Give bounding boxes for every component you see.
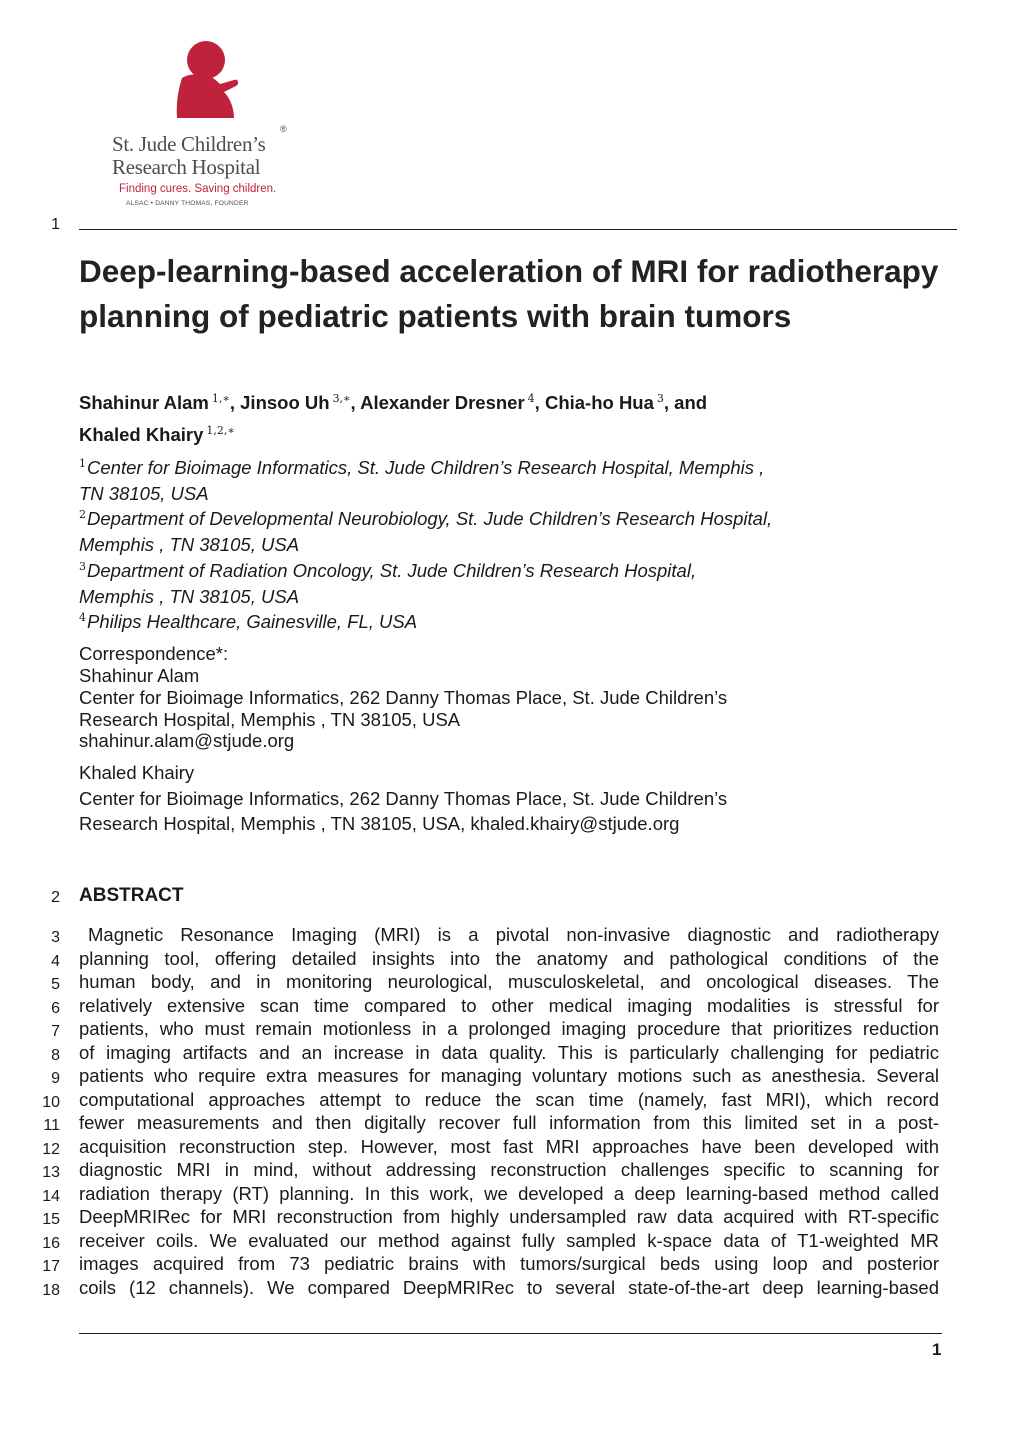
abstract-line: Magnetic Resonance Imaging (MRI) is a pivotal non-invasive diagnostic and radiotherapy: [88, 924, 939, 945]
line-number: 9: [51, 1070, 60, 1087]
correspondent-address: Research Hospital, Memphis , TN 38105, USA: [79, 708, 461, 730]
affiliation: [79, 609, 959, 635]
author-name: Jinsoo Uh: [240, 392, 330, 413]
logo-name-line1: St. Jude Children’s: [112, 132, 266, 156]
line-number: 15: [42, 1211, 60, 1228]
abstract-line: images acquired from 73 pediatric brains with tumors/surgical beds using loop and posterior: [79, 1253, 939, 1274]
abstract-line: patients, who must remain motionless in a prolonged imaging procedure that prioritizes reduction: [79, 1018, 939, 1039]
line-number: 1: [51, 216, 60, 233]
line-number: 18: [42, 1281, 60, 1299]
line-number: 6: [51, 999, 60, 1017]
line-number: 16: [42, 1234, 60, 1252]
line-number: 5: [51, 976, 60, 993]
author-name: Khaled Khairy: [79, 424, 204, 445]
affiliation-text: Philips Healthcare, Gainesville, FL, USA: [87, 611, 418, 632]
line-number: 13: [42, 1164, 60, 1181]
logo-name-line2: Research Hospital: [112, 155, 261, 179]
logo-founder: ALSAC • DANNY THOMAS, FOUNDER: [126, 200, 249, 207]
abstract-line: coils (12 channels). We compared DeepMRIRec to several state-of-the-art deep learning-based: [79, 1276, 939, 1298]
author-list: [79, 387, 959, 451]
affiliation: [79, 506, 959, 557]
author-name: Shahinur Alam: [79, 392, 209, 413]
child-figure-icon: [168, 38, 250, 120]
abstract-line: planning tool, offering detailed insights into the anatomy and pathological conditions of the: [79, 947, 939, 969]
line-number: 7: [51, 1023, 60, 1040]
line-number: 10: [42, 1093, 60, 1111]
abstract-line: relatively extensive scan time compared to other medical imaging modalities is stressful for: [79, 994, 939, 1016]
line-number: 17: [42, 1258, 60, 1275]
author-affiliation-sup: 4: [527, 392, 535, 405]
header-rule: [79, 229, 957, 230]
abstract-line: human body, and in monitoring neurological, musculoskeletal, and oncological diseases. The: [79, 971, 939, 992]
affiliation-number: 4: [79, 611, 86, 624]
correspondent-address: Research Hospital, Memphis , TN 38105, USA, khaled.khairy@stjude.org: [79, 813, 680, 834]
abstract-line: of imaging artifacts and an increase in data quality. This is particularly challenging for pediatric: [79, 1041, 939, 1063]
affiliation-text: Department of Developmental Neurobiology, St. Jude Children’s Research Hospital,: [87, 508, 773, 529]
abstract-line: patients who require extra measures for managing voluntary motions such as anesthesia. Several: [79, 1065, 939, 1086]
author-affiliation-sup: 1,∗: [211, 392, 230, 405]
correspondent-name: Khaled Khairy: [79, 762, 195, 783]
correspondence-block: [79, 643, 959, 752]
correspondent-email[interactable]: shahinur.alam@stjude.org: [79, 730, 295, 751]
line-number: 8: [51, 1046, 60, 1064]
correspondent-address: Center for Bioimage Informatics, 262 Danny Thomas Place, St. Jude Children’s: [79, 787, 728, 809]
author-affiliation-sup: 3,∗: [332, 392, 351, 405]
author-separator: ,: [534, 392, 545, 413]
abstract-body: [79, 923, 939, 1299]
abstract-line: DeepMRIRec for MRI reconstruction from highly undersampled raw data acquired with RT-specific: [79, 1206, 939, 1227]
affiliation-text: TN 38105, USA: [79, 482, 209, 504]
abstract-line: acquisition reconstruction step. However, most fast MRI approaches have been developed with: [79, 1135, 939, 1157]
affiliation-text: Department of Radiation Oncology, St. Jude Children’s Research Hospital,: [87, 560, 697, 581]
author-separator: ,: [229, 392, 241, 413]
affiliation-number: 1: [79, 457, 86, 470]
affiliation: [79, 558, 959, 609]
line-number: 14: [42, 1187, 60, 1205]
author-name: Alexander Dresner: [360, 392, 525, 413]
author-name: Chia-ho Hua: [544, 392, 654, 413]
abstract-line: fewer measurements and then digitally recover full information from this limited set in a post-: [79, 1112, 939, 1133]
author-affiliation-sup: 1,2,∗: [206, 424, 235, 437]
abstract-line: diagnostic MRI in mind, without addressing reconstruction challenges specific to scanning for: [79, 1159, 939, 1180]
correspondent-name: Shahinur Alam: [79, 664, 200, 686]
page-number: 1: [932, 1340, 942, 1359]
registered-mark: ®: [280, 124, 287, 134]
affiliation: [79, 455, 959, 506]
correspondence-block: [79, 760, 959, 837]
paper-title: Deep-learning-based acceleration of MRI for radiotherapy planning of pediatric patients with brain tumors: [79, 253, 939, 334]
logo-tagline: Finding cures. Saving children.: [119, 183, 277, 195]
line-number: 12: [42, 1140, 60, 1158]
author-separator: ,: [350, 392, 361, 413]
line-number: 3: [51, 929, 60, 946]
abstract-line: computational approaches attempt to reduce the scan time (namely, fast MRI), which record: [79, 1088, 939, 1110]
line-number: 2: [51, 889, 60, 906]
correspondence-label: Correspondence*:: [79, 643, 229, 664]
abstract-line: radiation therapy (RT) planning. In this work, we developed a deep learning-based method called: [79, 1182, 939, 1204]
footer-rule: [79, 1333, 942, 1334]
affiliation-number: 2: [79, 508, 86, 521]
affiliation-number: 3: [79, 560, 86, 573]
line-number: 11: [43, 1117, 60, 1134]
line-number: 4: [51, 952, 60, 970]
affiliation-text: Memphis , TN 38105, USA: [79, 585, 300, 607]
affiliation-text: Center for Bioimage Informatics, St. Jude Children’s Research Hospital, Memphis ,: [87, 457, 765, 478]
affiliation-text: Memphis , TN 38105, USA: [79, 533, 300, 555]
author-separator: , and: [663, 392, 708, 413]
abstract-heading: ABSTRACT: [79, 885, 184, 906]
abstract-line-numbers: [20, 926, 62, 1302]
abstract-line: receiver coils. We evaluated our method against fully sampled k-space data of T1-weighted MR: [79, 1229, 939, 1251]
correspondent-address: Center for Bioimage Informatics, 262 Danny Thomas Place, St. Jude Children’s: [79, 687, 728, 708]
author-affiliation-sup: 3: [656, 392, 664, 405]
